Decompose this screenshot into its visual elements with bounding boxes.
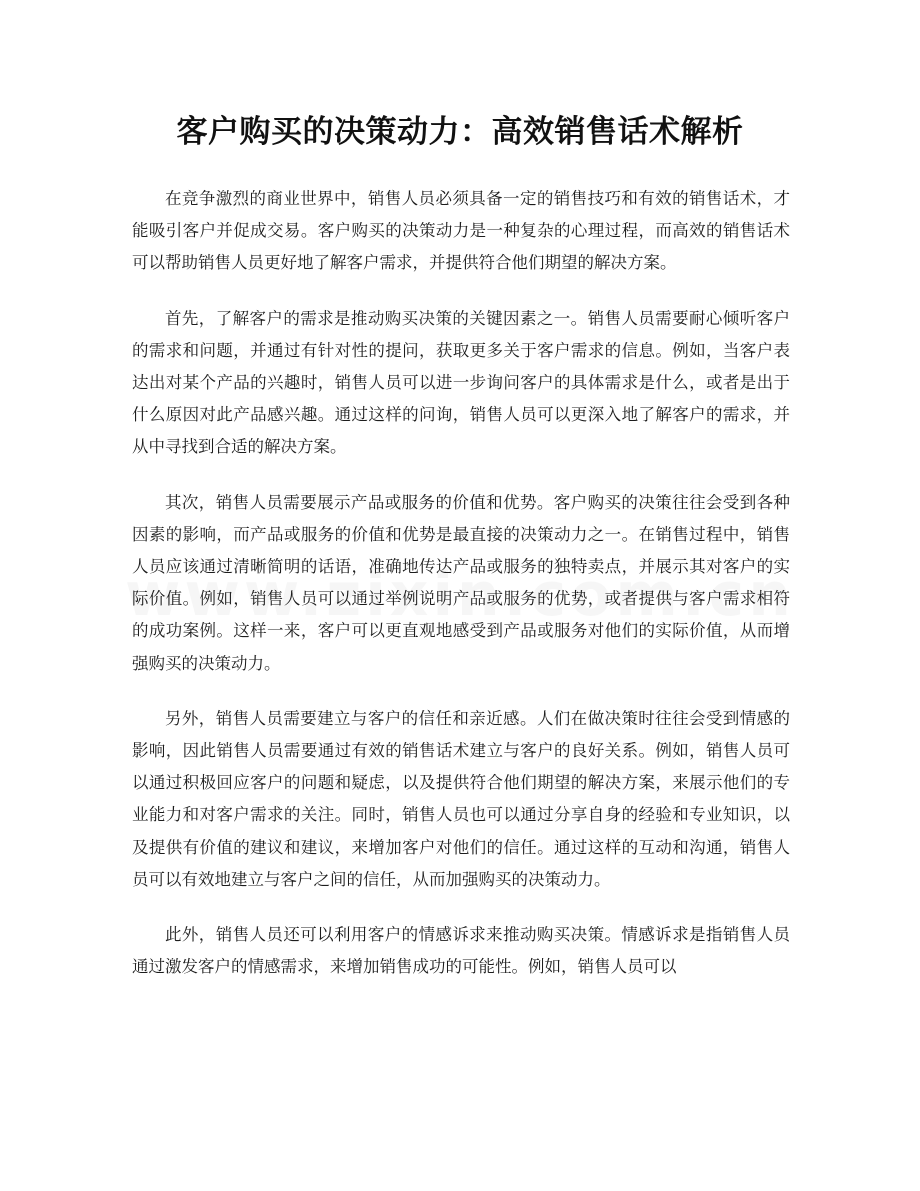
- document-title: 客户购买的决策动力：高效销售话术解析: [176, 114, 744, 150]
- paragraph-intro: 在竞争激烈的商业世界中，销售人员必须具备一定的销售技巧和有效的销售话术，才能吸引客户并促成交易。客户购买的决策动力是一种复杂的心理过程，而高效的销售话术可以帮助销售人员更好地了解客户需求，并提供符合他们期望的解决方案。: [132, 189, 790, 273]
- paragraph-emotional-appeal: 此外，销售人员还可以利用客户的情感诉求来推动购买决策。情感诉求是指销售人员通过激发客户的情感需求，来增加销售成功的可能性。例如，销售人员可以: [132, 925, 790, 977]
- paragraph-build-trust: 另外，销售人员需要建立与客户的信任和亲近感。人们在做决策时往往会受到情感的影响，因此销售人员需要通过有效的销售话术建立与客户的良好关系。例如，销售人员可以通过积极回应客户的问题和疑虑，以及提供符合他们期望的解决方案，来展示他们的专业能力和对客户需求的关注。同时，销售人员也可以通过分享自身的经验和专业知识，以及提供有价值的建议和建议，来增加客户对他们的信任。通过这样的互动和沟通，销售人员可以有效地建立与客户之间的信任，从而加强购买的决策动力。: [132, 708, 790, 889]
- document-body: [132, 183, 790, 1006]
- paragraph-show-value: 其次，销售人员需要展示产品或服务的价值和优势。客户购买的决策往往会受到各种因素的影响，而产品或服务的价值和优势是最直接的决策动力之一。在销售过程中，销售人员应该通过清晰简明的话语，准确地传达产品或服务的独特卖点，并展示其对客户的实际价值。例如，销售人员可以通过举例说明产品或服务的优势，或者提供与客户需求相符的成功案例。这样一来，客户可以更直观地感受到产品或服务对他们的实际价值，从而增强购买的决策动力。: [132, 492, 790, 673]
- paragraph-understand-needs: 首先，了解客户的需求是推动购买决策的关键因素之一。销售人员需要耐心倾听客户的需求和问题，并通过有针对性的提问，获取更多关于客户需求的信息。例如，当客户表达出对某个产品的兴趣时，销售人员可以进一步询问客户的具体需求是什么，或者是出于什么原因对此产品感兴趣。通过这样的问询，销售人员可以更深入地了解客户的需求，并从中寻找到合适的解决方案。: [132, 308, 790, 457]
